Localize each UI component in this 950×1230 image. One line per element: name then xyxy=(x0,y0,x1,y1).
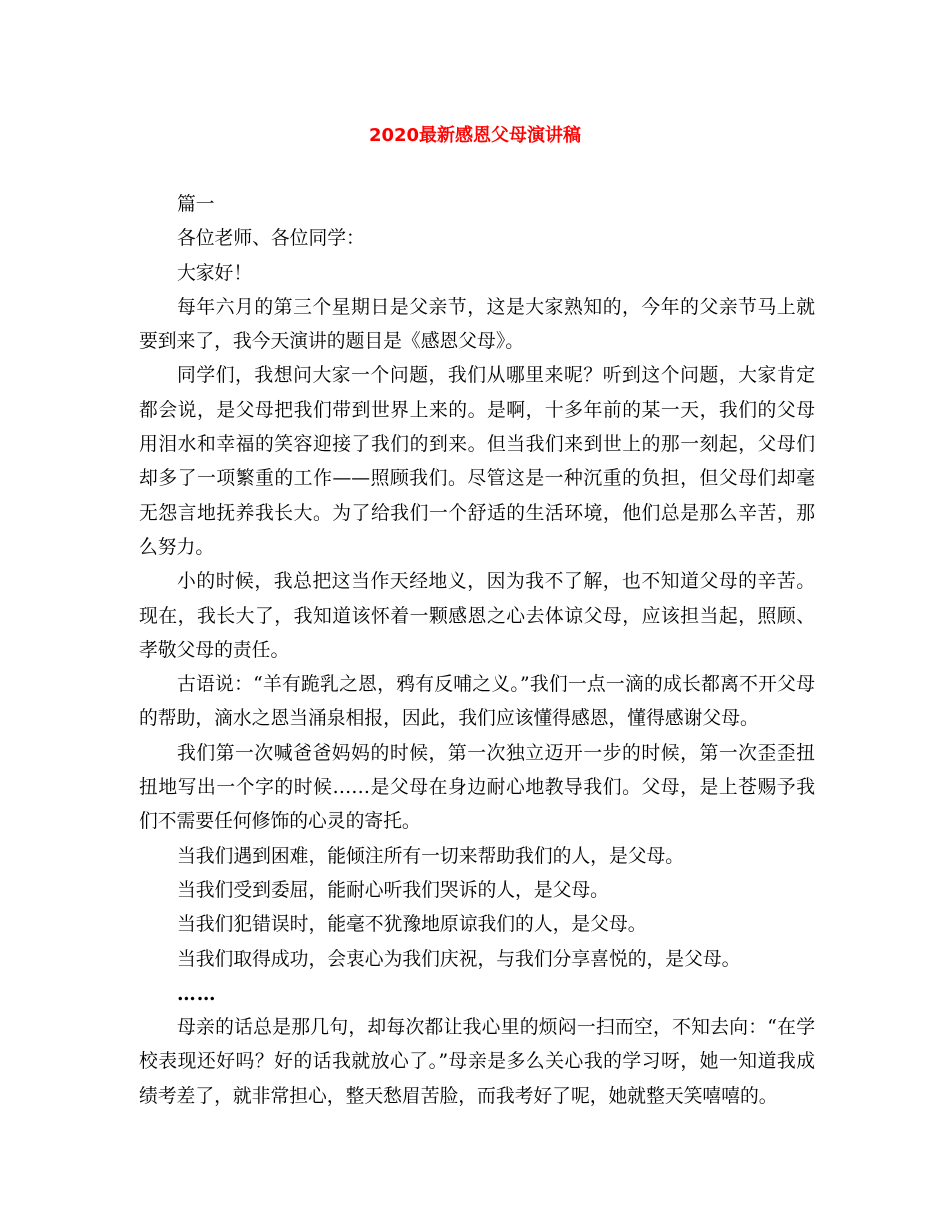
document-body xyxy=(139,188,815,1114)
body-paragraph: 当我们受到委屈，能耐心听我们哭诉的人，是父母。 xyxy=(177,879,609,901)
section-heading: 篇一 xyxy=(177,194,215,215)
salutation: 各位老师、各位同学： xyxy=(177,228,365,250)
body-paragraph: 每年六月的第三个星期日是父亲节，这是大家熟知的，今年的父亲节马上就要到来了，我今天演讲的题目是《感恩父母》。 xyxy=(139,296,815,353)
body-paragraph: 小的时候，我总把这当作天经地义，因为我不了解，也不知道父母的辛苦。现在，我长大了，我知道该怀着一颗感恩之心去体谅父母，应该担当起，照顾、孝敬父母的责任。 xyxy=(139,571,815,661)
document-title: 2020最新感恩父母演讲稿 xyxy=(368,125,582,146)
body-paragraph: 古语说：“羊有跪乳之恩，鸦有反哺之义。”我们一点一滴的成长都离不开父母的帮助，滴水之恩当涌泉相报，因此，我们应该懂得感恩，懂得感谢父母。 xyxy=(139,674,815,730)
greeting: 大家好！ xyxy=(177,262,253,284)
closing-paragraph: 母亲的话总是那几句，却每次都让我心里的烦闷一扫而空，不知去向：“在学校表现还好吗？好的话我就放心了。”母亲是多么关心我的学习呀，她一知道我成绩考差了，就非常担心，整天愁眉苦脸，而我考好了呢，她就整天笑嘻嘻的。 xyxy=(139,1017,815,1107)
body-paragraph: 同学们，我想问大家一个问题，我们从哪里来呢？听到这个问题，大家肯定都会说，是父母把我们带到世界上来的。是啊，十多年前的某一天，我们的父母用泪水和幸福的笑容迎接了我们的到来。但当我们来到世上的那一刻起，父母们却多了一项繁重的工作——照顾我们。尽管这是一种沉重的负担，但父母们却毫无怨言地抚养我长大。为了给我们一个舒适的生活环境，他们总是那么辛苦，那么努力。 xyxy=(139,365,815,558)
ellipsis-line: …… xyxy=(177,982,217,1005)
body-paragraph: 当我们取得成功，会衷心为我们庆祝，与我们分享喜悦的，是父母。 xyxy=(177,948,741,970)
body-paragraph: 当我们遇到困难，能倾注所有一切来帮助我们的人，是父母。 xyxy=(177,845,685,867)
body-paragraph: 我们第一次喊爸爸妈妈的时候，第一次独立迈开一步的时候，第一次歪歪扭扭地写出一个字的时候……是父母在身边耐心地教导我们。父母，是上苍赐予我们不需要任何修饰的心灵的寄托。 xyxy=(139,742,815,833)
body-paragraph: 当我们犯错误时，能毫不犹豫地原谅我们的人，是父母。 xyxy=(177,914,647,936)
